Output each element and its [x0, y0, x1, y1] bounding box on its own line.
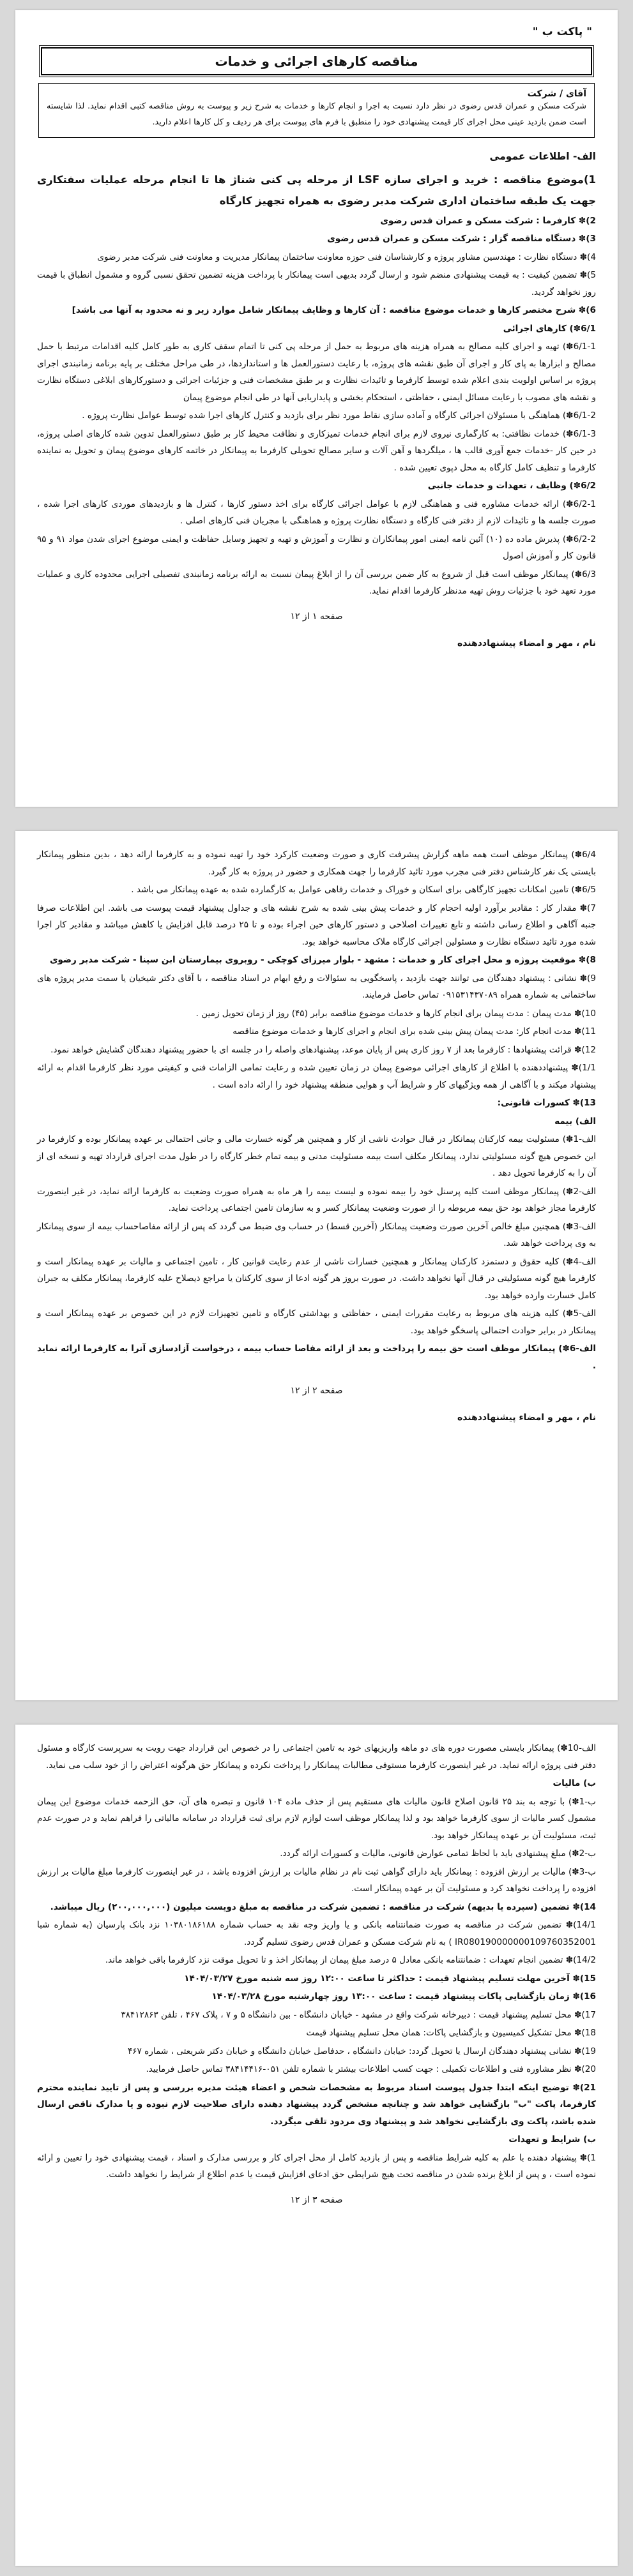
- clause-alef-2: الف-2✽) پیمانکار موظف است کلیه پرسنل خود را بیمه نموده و لیست بیمه را هر ماه به همراه صورت وضعیت به کارفرما ارائه نماید، در غیر اینصورت کارفرما مجاز خواهد بود حق بیمه مربوطه را از صورت وضعیت پیمانکار کسر و به سازمان تامین اجتماعی پرداخت نماید.: [37, 1186, 596, 1213]
- quality-guarantee-line: 5)✽ تضمین کیفیت : به قیمت پیشنهادی منضم شود و ارسال گردد بدیهی است پیمانکار با پرداخت هزینه تضمین تحقق نسبی گروه و مشمول انطباق با قیمت روز نخواهد گردید.: [37, 270, 596, 297]
- clause-6-1-1: 6/1-1✽) تهیه و اجرای کلیه مصالح به همراه هزینه های مربوط به حمل از مرحله پی کنی تا اتمام سقف کاری به طور کامل کلیه اقدامات مرتبط با حمل مصالح و ابزارها به پای کار و اجرای آن طبق نقشه های پروژه، با رعایت دستورالعمل ها و استانداردها، در طی مراحل مختلف بر پایه برنامه زمانبندی اجرای پروژه بر اساس اولویت بندی اعلام شده توسط کارفرما و تائیدات نظارت و بر طبق مشخصات فنی و جزئیات اجرائی و دستورکارهای ابلاغی دستگاه نظارت و نقشه های مصوب با رعایت مسائل ایمنی ، حفاظتی ، استحکام بخشی و پایداریابی آنها در طی انجام موضوع پیمان: [37, 341, 596, 403]
- signature-line: نام ، مهر و امضاء پیشنهاددهنده: [457, 638, 596, 648]
- clause-6-1-2: 6/1-2✽) هماهنگی با مسئولان اجرائی کارگاه و آماده سازی نقاط مورد نظر برای بازدید و کنترل کارهای اجرا شده توسط عوامل نظارت پروژه .: [82, 410, 596, 421]
- page-number: صفحه ۳ از ۱۲: [290, 2194, 343, 2205]
- tax-heading: ب) مالیات: [553, 1778, 596, 1788]
- clause-be-1: ب-1✽) با توجه به بند ۲۵ قانون اصلاح قانون مالیات های مستقیم پس از حذف ماده ۱۰۴ قانون و تبصره های آن، حق الزحمه خدمات موضوع این پیمان مشمول کسر مالیات از سوی کارفرما خواهد بود و لذا پیمانکار موظف است لوازم لازم برای ثبت قرارداد در سامانه مالیاتی را فراهم نماید و در صورت عدم ثبت، مسئولیت آن بر عهده پیمانکار خواهد بود.: [37, 1796, 596, 1841]
- clause-15-deadline: 15)✽ آخرین مهلت تسلیم پیشنهاد قیمت : حداکثر تا ساعت ۱۲:۰۰ روز سه شنبه مورخ ۱۴۰۴/۰۳/۲۷: [184, 1973, 596, 1984]
- clause-19-address: 19)✽ نشانی پیشنهاد دهندگان ارسال یا تحویل گردد: خیابان دانشگاه ، حدفاصل خیابان دانشگاه و خیابان دکتر شریعتی ، شماره ۴۶۷: [127, 2046, 596, 2056]
- clause-6-2-1: 6/2-1✽) ارائه خدمات مشاوره فنی و هماهنگی لازم با عوامل اجرائی کارگاه برای اخذ دستور کارها ، کنترل ها و بازدیدهای موردی کارهای اجرا شده ، صورت جلسه ها و تائیدات لازم از دفتر فنی کارگاه و دستگاه نظارت پروژه و هماهنگی با مجریان فنی کارهای اصلی .: [37, 498, 596, 527]
- insurance-heading: الف) بیمه: [554, 1116, 596, 1127]
- legal-deductions-heading: 13)✽ کسورات قانونی:: [497, 1098, 596, 1108]
- clause-6-5: 6/5✽) تامین امکانات تجهیز کارگاهی برای اسکان و خوراک و خدمات رفاهی عوامل به کارگمارده شده به عهده پیمانکار می باشد .: [131, 885, 596, 895]
- scope-summary-line: 6)✽ شرح مختصر کارها و خدمات موضوع مناقصه : آن کارها و وظایف پیمانکار شامل موارد زیر و نه محدود به آنها می باشد]: [72, 305, 596, 316]
- clause-10: 10)✽ مدت پیمان : مدت پیمان برای انجام کارها و خدمات موضوع مناقصه برابر (۴۵) روز از زمان تحویل زمین .: [195, 1008, 596, 1019]
- tender-subject: 1)موضوع مناقصه : خرید و اجرای سازه LSF از مرحله پی کنی شناژ ها تا انجام مرحله عملیات سفتکاری جهت یک طبقه ساختمان اداری شرکت مدبر رضوی به همراه تجهیز کارگاه: [37, 173, 596, 207]
- clause-6-2-2: 6/2-2✽) پذیرش ماده ده (۱۰) آئین نامه ایمنی امور پیمانکاران و نظارت و آموزش و تهیه و تجهیز وسایل حفاظت و ایمنی موضوع اجرای شدن مواد ۹۱ و ۹۵ قانون کار و آموزش اصول: [37, 534, 596, 562]
- document-page-1: [15, 10, 618, 807]
- clause-11: 11)✽ مدت انجام کار: مدت پیمان پیش بینی شده برای انجام و اجرای کارها و خدمات موضوع مناقصه: [233, 1026, 596, 1037]
- clause-alef-4: الف-4✽) کلیه حقوق و دستمزد کارکنان پیمانکار و همچنین خسارات ناشی از عدم رعایت قوانین کار ، تامین اجتماعی و مالیات بر عهده پیمانکار است و کارفرما هیچ گونه مسئولیتی در قبال آنها نخواهد داشت. در صورت بروز هر گونه ادعا از سوی کارکنان یا مراجع ذیصلاح علیه کارفرما، پیمانکار مکلف به جبران کامل خسارت وارده خواهد بود.: [37, 1256, 596, 1301]
- clause-20-consult: 20)✽ نظر مشاوره فنی و اطلاعات تکمیلی : جهت کسب اطلاعات بیشتر با شماره تلفن ۰۵۱-۳۸۴۱۴۴۱۶ تماس حاصل فرمایید.: [146, 2064, 596, 2074]
- clause-14-1: 14/1)✽ تضمین شرکت در مناقصه به صورت ضمانتنامه بانکی و یا واریز وجه نقد به حساب شماره ۱۰۳۸۰۱۸۶۱۸۸ نزد بانک پارسیان (به شماره شبا IR080190000000109760352001 ) به نام شرکت مسکن و عمران قدس رضوی تسلیم گردد.: [37, 1920, 596, 1947]
- executive-works-heading: 6/1✽) کارهای اجرائی: [503, 323, 596, 334]
- clause-6-3: 6/3✽) پیمانکار موظف است قبل از شروع به کار ضمن بررسی آن را از ابلاغ پیمان نسبت به ارائه برنامه زمانبندی تفصیلی اجرایی محدوده کاری و عملیات مورد تعهد خود با جزئیات روش تهیه مدنظر کارفرما اقدام نماید.: [37, 569, 596, 597]
- page-number: صفحه ۱ از ۱۲: [290, 611, 343, 622]
- clause-9: 9)✽ نشانی : پیشنهاد دهندگان می توانند جهت بازدید ، پاسخگویی به سئوالات و رفع ابهام در اسناد مناقصه ، با آقای دکتر شیخیان یا سمت مدیر پروژه های ساختمانی به شماره همراه ۰۹۱۵۳۱۴۳۷۰۸۹ تماس حاصل فرمایند.: [37, 973, 596, 1000]
- clause-alef-6: الف-6✽) پیمانکار موظف است حق بیمه را پرداخت و بعد از ارائه مفاصا حساب بیمه ، درخواست آزادسازی آنرا به کارفرما ارائه نماید .: [37, 1344, 596, 1371]
- clause-14: 14)✽ تضمین (سپرده یا بدیهه) شرکت در مناقصه : تضمین شرکت در مناقصه به مبلغ دویست میلیون (۲۰۰,۰۰۰,۰۰۰) ریال میباشد.: [50, 1901, 596, 1912]
- clause-6-1-3: 6/1-3✽) خدمات نظافتی: به کارگماری نیروی لازم برای انجام خدمات تمیزکاری و نظافت محیط کار بر طبق دستورالعمل تدوین شده کارهای اصلی پروژه، در حین کار -خدمات جمع آوری قالب ها ، میلگردها و آهن آلات و سایر مصالح تحویلی کارفرما به پیمانکار در خاتمه کارهای موضوع پیمان و تحویل به نماینده کارفرما و تنظیف کامل کارگاه به محل دپوی تعیین شده .: [37, 428, 596, 473]
- clause-7: 7)✽ مقدار کار : مقادیر برآورد اولیه احجام کار و خدمات پیش بینی شده به شرح نقشه های و جداول پیشنهاد قیمت پیوست می باشد. این اطلاعات صرفا جنبه آگاهی و اطلاع رسانی داشته و تابع تغییرات اصلاحی و دستور کارهای حین اجراء بوده و تا ۲۵ درصد قابل افزایش یا کاهش میباشد و مقادیر کار اجرا شده مورد تائید دستگاه نظارت و مسئولین اجرائی کارگاه ملاک محاسبه خواهد بود.: [37, 902, 596, 947]
- clause-be-2: ب-2✽) مبلغ پیشنهادی باید با لحاظ تمامی عوارض قانونی، مالیات و کسورات ارائه گردد.: [280, 1848, 596, 1859]
- duties-heading: 6/2✽) وظایف ، تعهدات و خدمات جانبی: [427, 481, 596, 491]
- clause-16-opening: 16)✽ زمان بازگشایی پاکات پیشنهاد قیمت : ساعت ۱۳:۰۰ روز چهارشنبه مورخ ۱۴۰۴/۰۳/۲۸: [211, 1991, 596, 2002]
- clause-21-note: 21)✽ توضیح اینکه ابتدا جدول پیوست اسناد مربوط به مشخصات شخص و اعضاء هیئت مدیره بررسی و پس از تایید نماینده محترم کارفرما، پاکت "ب" بازگشایی خواهد شد و چنانچه مشخص گردد پیشنهاد دهنده دارای صلاحیت لازم نبوده و یا مدارک ناقص ارسال شده باشد، پاکت وی بازگشایی نخواهد شد و پیشنهاد وی مردود تلقی میگردد.: [37, 2082, 596, 2127]
- clause-12: 12)✽ قرائت پیشنهادها : کارفرما بعد از ۷ روز کاری پس از پایان موعد، پیشنهادهای واصله را در جلسه ای با حضور پیشنهاد دهندگان گشایش خواهد نمود.: [50, 1044, 596, 1055]
- clause-alef-10: الف-10✽) پیمانکار بایستی مصورت دوره های دو ماهه واریزیهای خود به تامین اجتماعی را در خصوص این قرارداد جهت رویت به سرپرست کارگاه و مسئول دفتر فنی پروژه ارائه نماید. در غیر اینصورت کارفرما مستوفی مطالبات پیمانکار را پرداخت نکرده و پیمانکار حق هرگونه اعتراض را از خود سلب می نماید.: [37, 1743, 596, 1771]
- page-number: صفحه ۲ از ۱۲: [290, 1386, 343, 1396]
- clause-alef-5: الف-5✽) کلیه هزینه های مربوط به رعایت مقررات ایمنی ، حفاظتی و بهداشتی کارگاه و تامین تجهیزات لازم در این خصوص بر عهده پیمانکار است و پیمانکار در برابر حوادث احتمالی پاسخگو خواهد بود.: [37, 1308, 596, 1336]
- tender-organizer-line: 3)✽ دستگاه مناقصه گزار : شرکت مسکن و عمران قدس رضوی: [327, 234, 596, 244]
- addressee-text: شرکت مسکن و عمران قدس رضوی در نظر دارد نسبت به اجرا و انجام کارها و خدمات به شرح زیر و پیوست به روش مناقصه کتبی اقدام نماید. لذا شایسته است ضمن بازدید عینی محل اجرای کار قیمت پیشنهادی خود را منطبق با فرم های پیوست برای هر ردیف و کل کارها اعلام دارید.: [47, 101, 586, 127]
- document-page-3: [15, 1725, 618, 2566]
- section-general-info-heading: الف- اطلاعات عمومی: [489, 150, 596, 162]
- clause-be-3: ب-3✽) مالیات بر ارزش افزوده : پیمانکار باید دارای گواهی ثبت نام در نظام مالیات بر ارزش افزوده باشد ، در غیر اینصورت کارفرما مبلغ مالیات بر ارزش افزوده را پرداخت نخواهد کرد و مسئولیت آن بر عهده پیمانکار است.: [37, 1866, 596, 1894]
- clause-17-delivery: 17)✽ محل تسلیم پیشنهاد قیمت : دبیرخانه شرکت واقع در مشهد - خیابان دانشگاه - بین دانشگاه ۵ و ۷ ، پلاک ۴۶۷ ، تلفن ۳۸۴۱۲۸۶۳: [121, 2009, 596, 2020]
- document-title: مناقصه کارهای اجرائی و خدمات: [41, 47, 592, 75]
- document-page-2: [15, 831, 618, 1700]
- clause-6-4: 6/4✽) پیمانکار موظف است همه ماهه گزارش پیشرفت کاری و صورت وضعیت کارکرد خود را تهیه نموده و به کارفرما ارائه دهد ، بدین منظور پیمانکار بایستی یک نفر کارشناس دفتر فنی مجرب مورد تائید کارفرما را جهت همکاری و حضور در پروژه به کار گیرد.: [37, 850, 596, 877]
- clause-alef-3: الف-3✽) همچنین مبلغ خالص آخرین صورت وضعیت پیمانکار (آخرین قسط) در حساب وی ضبط می گردد که پس از ارائه مفاصاحساب بیمه از سوی پیمانکار به وی پرداخت خواهد شد.: [37, 1221, 596, 1248]
- clause-8: 8)✽ موقعیت پروژه و محل اجرای کار و خدمات : مشهد - بلوار میرزای کوچکی - روبروی بیمارستان ابن سینا - شرکت مدبر رضوی: [49, 955, 596, 965]
- supervisor-line: 4)✽ دستگاه نظارت : مهندسین مشاور پروژه و کارشناسان فنی حوزه معاونت ساختمان پیمانکار مدیریت و معاونت فنی شرکت مدبر رضوی: [97, 251, 596, 262]
- addressee-box: [38, 83, 595, 138]
- conditions-heading: ب) شرایط و تعهدات: [508, 2134, 596, 2145]
- clause-1-1: 1/1)✽ پیشنهاددهنده با اطلاع از کارهای اجرائی موضوع پیمان در زمان تعیین شده و رعایت تمامی الزامات فنی و کیفیتی مورد نظر کارفرما اقدام به ارائه پیشنهاد میکند و با آگاهی از همه ویژگیهای کار و شرایط آب و هوایی منطقه پیشنهاد خود را ارائه داده است .: [37, 1063, 596, 1090]
- signature-line: نام ، مهر و امضاء پیشنهاددهنده: [457, 1412, 596, 1423]
- clause-18-commission: 18)✽ محل تشکیل کمیسیون و بازگشایی پاکات: همان محل تسلیم پیشنهاد قیمت: [306, 2028, 596, 2038]
- addressee-label: آقای / شرکت: [527, 89, 586, 99]
- employer-line: 2)✽ کارفرما : شرکت مسکن و عمران قدس رضوی: [380, 215, 596, 226]
- clause-14-2: 14/2)✽ تضمین انجام تعهدات : ضمانتنامه بانکی معادل ۵ درصد مبلغ پیمان از پیمانکار اخذ و تا تحویل موقت نزد کارفرما باقی خواهد ماند.: [105, 1955, 596, 1965]
- clause-alef-1: الف-1✽) مسئولیت بیمه کارکنان پیمانکار در قبال حوادث ناشی از کار و همچنین هر گونه خسارت مالی و جانی احتمالی بر عهده پیمانکار بوده و کارفرما در این خصوص هیچ گونه مسئولیتی ندارد، پیمانکار مکلف است بیمه مسئولیت مدنی و بیمه تمام خطر کارگاه را در طول مدت اجرای قرارداد تهیه و نسخه ای از آن را به کارفرما تحویل دهد .: [37, 1134, 596, 1178]
- conditions-clause-1: 1)✽ پیشنهاد دهنده با علم به کلیه شرایط مناقصه و پس از بازدید کامل از محل اجرای کار و بررسی مدارک و اسناد ، قیمت پیشنهادی خود را تعیین و ارائه نموده است ، و پس از ابلاغ برنده شدن در مناقصه تحت هیچ شرایطی حق ادعای افزایش قیمت یا عدم اطلاع از شرایط را نخواهد داشت.: [37, 2152, 596, 2180]
- envelope-tag: " پاکت ب ": [532, 26, 592, 38]
